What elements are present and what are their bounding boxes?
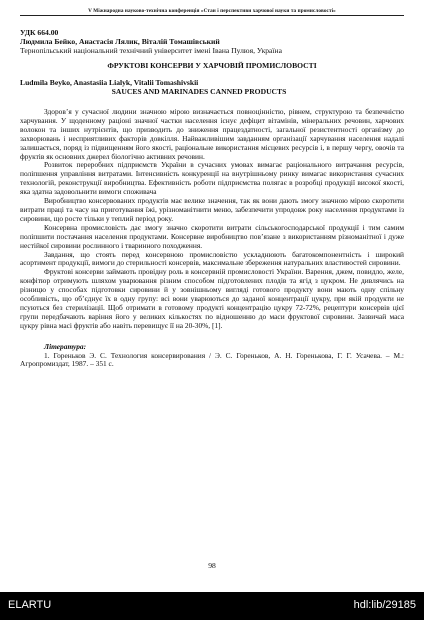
repository-name[interactable]: ELARTU xyxy=(8,599,52,611)
references xyxy=(20,343,404,370)
reference-item: 1. Гореньков Э. С. Технология консервирования / Э. С. Гореньков, А. Н. Горенькова, Г. Г. Усачева. – М.: Агропромиздат, 1987. – 351 с. xyxy=(20,350,404,369)
article-meta xyxy=(20,28,404,55)
article-body xyxy=(20,108,404,331)
conference-header: V Міжнародна науково-технічна конференція «Стан і перспективи харчової науки та промисловості» xyxy=(20,8,404,16)
udc-code: УДК 664.00 xyxy=(20,28,59,37)
authors-ua: Людмила Бейко, Анастасія Лялик, Віталій Томашівський xyxy=(20,37,220,46)
page-number: 98 xyxy=(208,561,216,570)
paragraph: Фруктові консерви займають провідну роль в консервній промисловості України. Варення, джем, повидло, желе, конфітюр отримують шляхом уварювання різним способом підготовлених плодів та ягід з цукром. Не дивлячись на різницю у способах підготовки сировини й у зовнішньому вигляді готового продукту вони мають одну спільну особливість, що об’єднує їх в одну групу: всі вони уварюються до заданої концентрації цукру, при якій продукти не псуються без стерилізації. Щоб отримати в готовому продукті концентрацію цукру 72-72%, рецептури консервів цієї групи передбачають варіння його у великих кількостях по відношенню до маси фруктової сировини. Зазвичай маса цукру рівна масі фруктів або навіть перевищує її на 20-30%, [1]. xyxy=(20,267,404,330)
references-heading: Література: xyxy=(44,341,87,351)
document-page xyxy=(20,8,404,592)
paragraph: Завдання, що стоять перед консервною промисловістю ускладнюють багатокомпонентність і широкий асортимент продукції, вимоги до стерильності консервів, максимальне збереження натуральних властивостей сировини. xyxy=(20,249,404,268)
paragraph: Здоров’я у сучасної людини значною мірою визначається повноцінністю, рівнем, структурою та безпечністю харчування. У щоденному раціоні значної частки населення існує дефіцит вітамінів, мінеральних речовин, харчових волокон та інших нутрієнтів, що призводить до зниження працездатності, загальної резистентності організму до захворювань і несприятливих факторів довкілля. Найважливішим завданням організації харчування населення надалі залишається, поряд із підвищенням його якості, раціональне використання місцевих ресурсів і, в першу чергу, овочів та фруктів як основних джерел біологічно активних речовин. xyxy=(20,107,404,161)
english-meta xyxy=(20,78,404,96)
repository-footer xyxy=(0,592,424,620)
title-en: SAUCES AND MARINADES CANNED PRODUCTS xyxy=(111,87,287,96)
paragraph: Консервна промисловість дає змогу значно скоротити витрати сільськогосподарської продукції і тим самим поліпшити постачання населення продуктами. Консервне виробництво пов’язане з використанням різноманітної і дуже нестійкої сировини рослинного і тваринного походження. xyxy=(20,222,404,250)
paragraph: Розвиток переробних підприємств України в сучасних умовах вимагає раціонального витрачання ресурсів, поліпшення управління витратами. Інтенсивність конкуренції на внутрішньому ринку вимагає використання сучасних технологій, реконструкції виробництва. Ефективність роботи підприємства полягає в розробці продукції високої якості, яка здатна задовольнити вимоги споживача xyxy=(20,160,404,197)
handle-id[interactable]: hdl:lib/29185 xyxy=(353,599,416,611)
paragraph: Виробництво консервованих продуктів має велике значення, так як вони дають змогу значною мірою скоротити витрати праці та часу на приготування їжі, урізноманітнити меню, забезпечити упродовж року населення продуктами із сировини, що росте тільки у теплий період року. xyxy=(20,196,404,223)
authors-en: Ludmila Beyko, Anastasiia Lialyk, Vitalii Tomashivskii xyxy=(20,78,199,87)
affiliation: Тернопільський національний технічний університет імені Івана Пулюя, Україна xyxy=(20,46,282,55)
title-ua: ФРУКТОВІ КОНСЕРВИ У ХАРЧОВІЙ ПРОМИСЛОВОСТІ xyxy=(107,61,317,70)
